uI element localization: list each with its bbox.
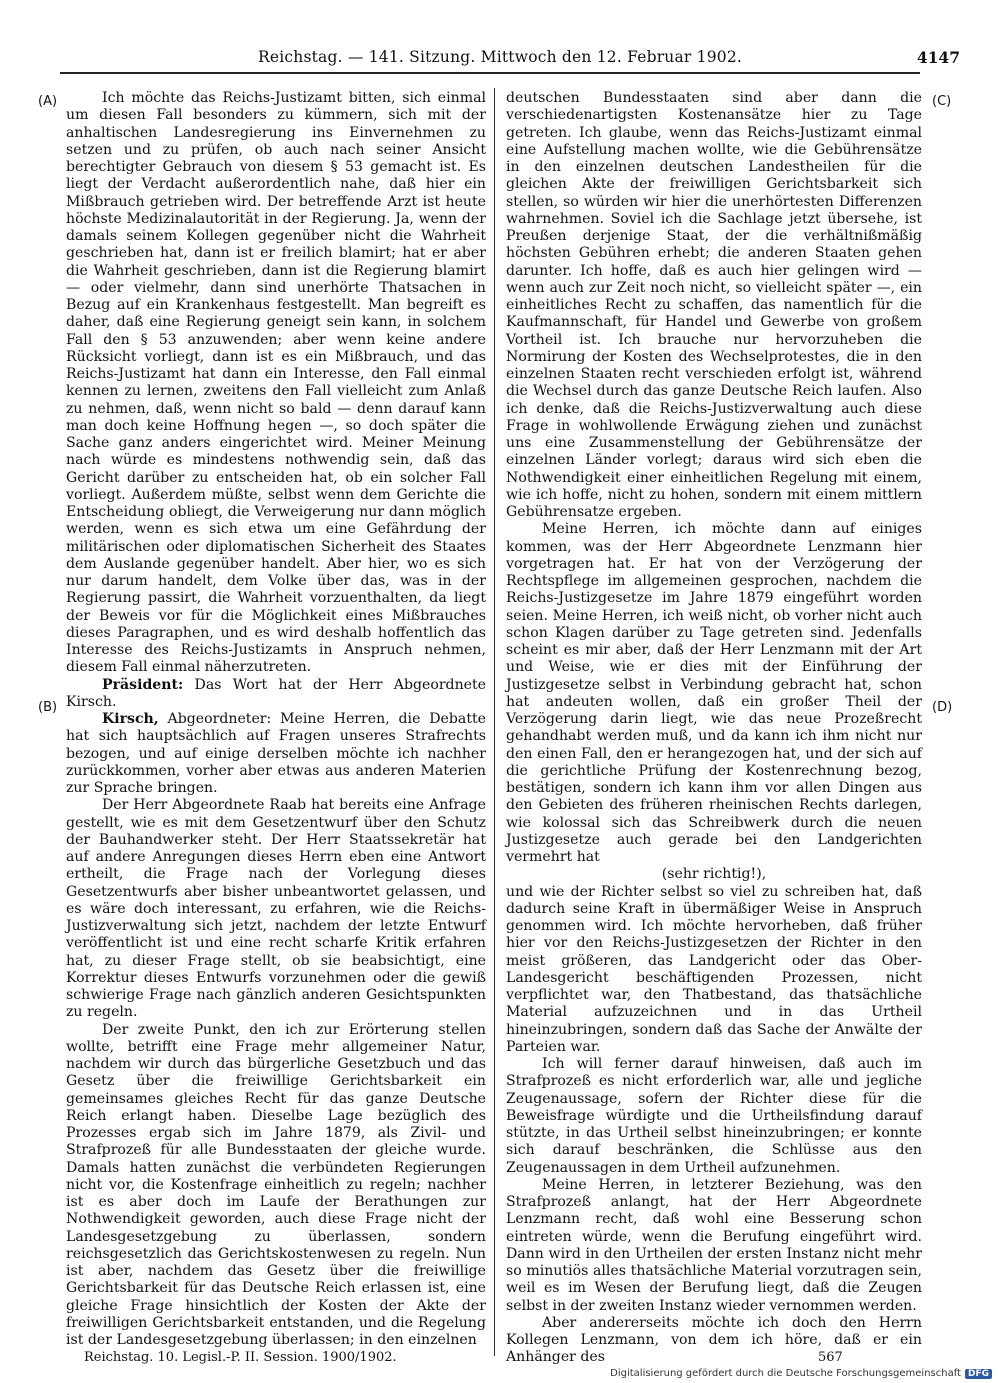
- body-paragraph: Ich will ferner darauf hinweisen, daß auch im Strafprozeß es nicht erforderlich war, alle und jegliche Zeugenaussage, sofern der Richter diese für die Beweisfrage würdigte und die Urtheilsfindung darauf stützte, in das Urtheil selbst hineinzubringen; er konnte sich darauf beschränken, die Schlüsse aus den Zeugenaussagen in dem Urtheil aufzunehmen.: [506, 1056, 922, 1176]
- speech-paragraph: [66, 711, 486, 797]
- body-paragraph: Der Herr Abgeordnete Raab hat bereits eine Anfrage gestellt, wie es mit dem Gesetzentwurf über den Schutz der Bauhandwerker steht. Der Herr Staatssekretär hat auf andere Anregungen dieses Herrn eben eine Antwort ertheilt, die Frage nach der Vorlegung dieses Gesetzentwurfs aber bisher unbeantwortet gelassen, und es wäre doch interessant, zu erfahren, wie die Reichs-Justizverwaltung sich jetzt, nachdem der letzte Entwurf veröffentlicht ist und eine recht scharfe Kritik erfahren hat, zu dieser Frage stellt, ob sie beabsichtigt, eine Korrektur dieses Entwurfs vorzunehmen oder die gewiß schwierige Frage nach gänzlich anderen Gesichtspunkten zu regeln.: [66, 797, 486, 1021]
- running-title: Reichstag. — 141. Sitzung. Mittwoch den 12. Februar 1902.: [258, 48, 743, 66]
- dfg-logo: DFG: [965, 1369, 992, 1379]
- margin-mark-b: (B): [38, 700, 58, 715]
- body-paragraph: Meine Herren, in letzterer Beziehung, was den Strafprozeß anlangt, hat der Herr Abgeordnete Lenzmann recht, daß wohl eine Besserung schon eintreten würde, wenn die Berufung eingeführt wird. Dann wird in den Urtheilen der ersten Instanz nicht mehr so minutiös alles thatsächliche Material vorzutragen sein, weil es im Wesen der Berufung liegt, daß die Zeugen selbst in der zweiten Instanz wieder vernommen werden.: [506, 1176, 922, 1314]
- body-paragraph: deutschen Bundesstaaten sind aber dann die verschiedenartigsten Kostenansätze hier zu Tage getreten. Ich glaube, wenn das Reichs-Justizamt einmal eine Aufstellung machen wollte, wie die Gebührensätze in den einzelnen deutschen Landestheilen für die gleichen Akte der freiwilligen Gerichtsbarkeit sich stellen, so würden wir hier die unerhörtesten Differenzen wahrnehmen. Soviel ich die Sachlage jetzt übersehe, ist Preußen derjenige Staat, der die verhältnißmäßig höchsten Gebühren erhebt; die anderen Staaten gehen darunter. Ich hoffe, daß es auch hier gelingen wird — wenn auch zur Zeit noch nicht, so vielleicht später —, ein einheitliches Recht zu schaffen, das namentlich für die Kaufmannschaft, für Handel und Gewerbe von großem Vortheil ist. Ich brauche nur hervorzuheben die Normirung der Kosten des Wechselprotestes, die in den einzelnen Staaten recht verschieden erfolgt ist, während die Wechsel durch das ganze Deutsche Reich laufen. Also ich denke, daß die Reichs-Justizverwaltung auch diese Frage in wohlwollende Erwägung ziehen und zunächst uns eine Zusammenstellung der Gebührensätze der einzelnen Länder vorlegt; daraus wird sich eben die Nothwendigkeit einer einheitlichen Regelung mit einem, wie ich hoffe, nicht zu hohen, sondern mit einem mittlern Gebührensatze ergeben.: [506, 90, 922, 520]
- column-divider: [494, 88, 495, 1356]
- left-column: [66, 90, 486, 1349]
- page-header: [48, 40, 960, 74]
- margin-mark-c: (C): [932, 94, 952, 109]
- speaker-name: Präsident:: [102, 676, 184, 693]
- margin-mark-d: (D): [932, 700, 953, 715]
- digitization-notice: [610, 1368, 992, 1379]
- speech-paragraph: [66, 677, 486, 712]
- interjection: (sehr richtig!),: [661, 866, 767, 883]
- speaker-name: Kirsch,: [102, 711, 159, 727]
- speech-text: Abgeordneter: Meine Herren, die Debatte hat sich hauptsächlich auf Fragen unseres Strafrechts bezogen, und auf einige derselben möchte ich nachher zurückkommen, vorher aber etwas aus anderen Materien zur Sprache bringen.: [66, 711, 486, 796]
- speech-text: Das Wort hat der Herr Abgeordnete Kirsch.: [66, 676, 486, 710]
- body-paragraph: Meine Herren, ich möchte dann auf einiges kommen, was der Herr Abgeordnete Lenzmann hier vorgetragen hat. Er hat von der Verzögerung der Rechtspflege im allgemeinen gesprochen, nachdem die Reichs-Justizgesetze im Jahre 1879 eingeführt worden seien. Meine Herren, ich weiß nicht, ob vorher nicht auch schon Klagen darüber zu Tage getreten sind. Jedenfalls scheint es mir aber, daß der Herr Lenzmann mit der Art und Weise, wie er dies mit der Einführung der Justizgesetze selbst in Verbindung gebracht hat, schon hat andeuten wollen, daß ein großer Theil der Verzögerung darin liegt, wie das neue Prozeßrecht gehandhabt werden muß, und da kann ich ihm nicht nur den einen Fall, den er herangezogen hat, und der sich auf die gerichtliche Prüfung der Kostenrechnung bezog, bestätigen, sondern ich kann ihm vor allen Dingen aus den Gebieten des früheren rheinischen Rechts darlegen, wie kolossal sich das Schreibwerk durch die neuen Justizgesetze auch gerade bei den Landgerichten vermehrt hat: [506, 521, 922, 865]
- page-number: 4147: [916, 48, 960, 67]
- digitization-text: Digitalisierung gefördert durch die Deutsche Forschungsgemeinschaft: [610, 1368, 961, 1379]
- body-paragraph: Der zweite Punkt, den ich zur Erörterung stellen wollte, betrifft eine Frage mehr allgemeiner Natur, nachdem wir durch das bürgerliche Gesetzbuch und das Gesetz über die freiwillige Gerichtsbarkeit ein gemeinsames gleiches Recht für das ganze Deutsche Reich erlangt haben. Dieselbe Lage bezüglich des Prozesses ergab sich im Jahre 1879, als Zivil- und Strafprozeß für alle Bundesstaaten der gleiche wurde. Damals hatten zunächst die verbündeten Regierungen nicht vor, die Kostenfrage einheitlich zu regeln; nachher ist es aber doch im Laufe der Berathungen zur Nothwendigkeit geworden, auch diese Frage nicht der Landesgesetzgebung zu überlassen, sondern reichsgesetzlich das Gerichtskostenwesen zu regeln. Nun ist aber, nachdem das Gesetz über die freiwillige Gerichtsbarkeit für das Deutsche Reich erlassen ist, eine gleiche Frage hinsichtlich der Kosten der Akte der freiwilligen Gerichtsbarkeit entstanden, und die Regelung ist der Landesgesetzgebung überlassen; in den einzelnen: [66, 1021, 486, 1348]
- body-paragraph: Ich möchte das Reichs-Justizamt bitten, sich einmal um diesen Fall besonders zu kümmern, sich mit der anhaltischen Landesregierung ins Einvernehmen zu setzen und zu prüfen, ob auch nach seiner Ansicht berechtigter Gebrauch von diesem § 53 gemacht ist. Es liegt der Verdacht außerordentlich nahe, daß hier ein Mißbrauch getrieben wird. Der betreffende Arzt ist heute höchste Medizinalautorität in der Regierung. Ja, wenn der damals seinem Kollegen gegenüber nicht die Wahrheit geschrieben hat, dann ist er freilich blamirt; hat er aber die Wahrheit geschrieben, dann ist die Regierung blamirt — oder vielmehr, dann sind unerhörte Thatsachen in Bezug auf ein Krankenhaus festgestellt. Man begreift es daher, daß eine Regierung geneigt sein kann, in solchem Fall den § 53 anzuwenden; aber wenn keine andere Rücksicht vorliegt, dann ist es ein Mißbrauch, und das Reichs-Justizamt hat dann ein Interesse, den Fall einmal kennen zu lernen, zweitens den Fall vielleicht zum Anlaß zu nehmen, daß, wenn nicht so bald — denn darauf kann man doch keine Hoffnung hegen —, so doch später die Sache ganz anders eingerichtet wird. Meiner Meinung nach würde es mindestens nothwendig sein, daß das Gericht darüber zu entscheiden hat, ob ein solcher Fall vorliegt. Außerdem müßte, selbst wenn dem Gerichte die Entscheidung obliegt, die Verweigerung nur dann möglich werden, wenn es sich etwa um eine Gefährdung der militärischen oder diplomatischen Sicherheit des Staates dem Auslande gegenüber handelt. Aber hier, wo es sich nur darum handelt, dem Volke über das, was in der Regierung passirt, die Wahrheit vorzuenthalten, da liegt der Beweis vor für die Möglichkeit eines Mißbrauches dieses Paragraphen, und es wird deshalb hoffentlich das Interesse des Reichs-Justizamts in Anspruch nehmen, diesem Fall einmal näherzutreten.: [66, 90, 486, 676]
- right-column: [506, 90, 922, 1367]
- margin-mark-a: (A): [38, 94, 58, 109]
- header-rule: [60, 72, 920, 74]
- footer-sheet-number: 567: [818, 1350, 843, 1365]
- body-paragraph: und wie der Richter selbst so viel zu schreiben hat, daß dadurch seine Kraft in übermäßiger Weise in Anspruch genommen wird. Ich möchte hervorheben, daß früher hier vor den Reichs-Justizgesetzen der Richter in den meist größeren, das Landgericht oder das Ober-Landesgericht beschäftigenden Prozessen, nicht verpflichtet war, den Thatbestand, das thatsächliche Material aufzuzeichnen und in das Urtheil hineinzubringen, sondern daß das Sache der Anwälte der Parteien war.: [506, 883, 922, 1055]
- body-paragraph: Aber andererseits möchte ich doch den Herrn Kollegen Lenzmann, von dem ich höre, daß er ein Anhänger des: [506, 1314, 922, 1366]
- footer-session-info: Reichstag. 10. Legisl.-P. II. Session. 1900/1902.: [84, 1350, 397, 1365]
